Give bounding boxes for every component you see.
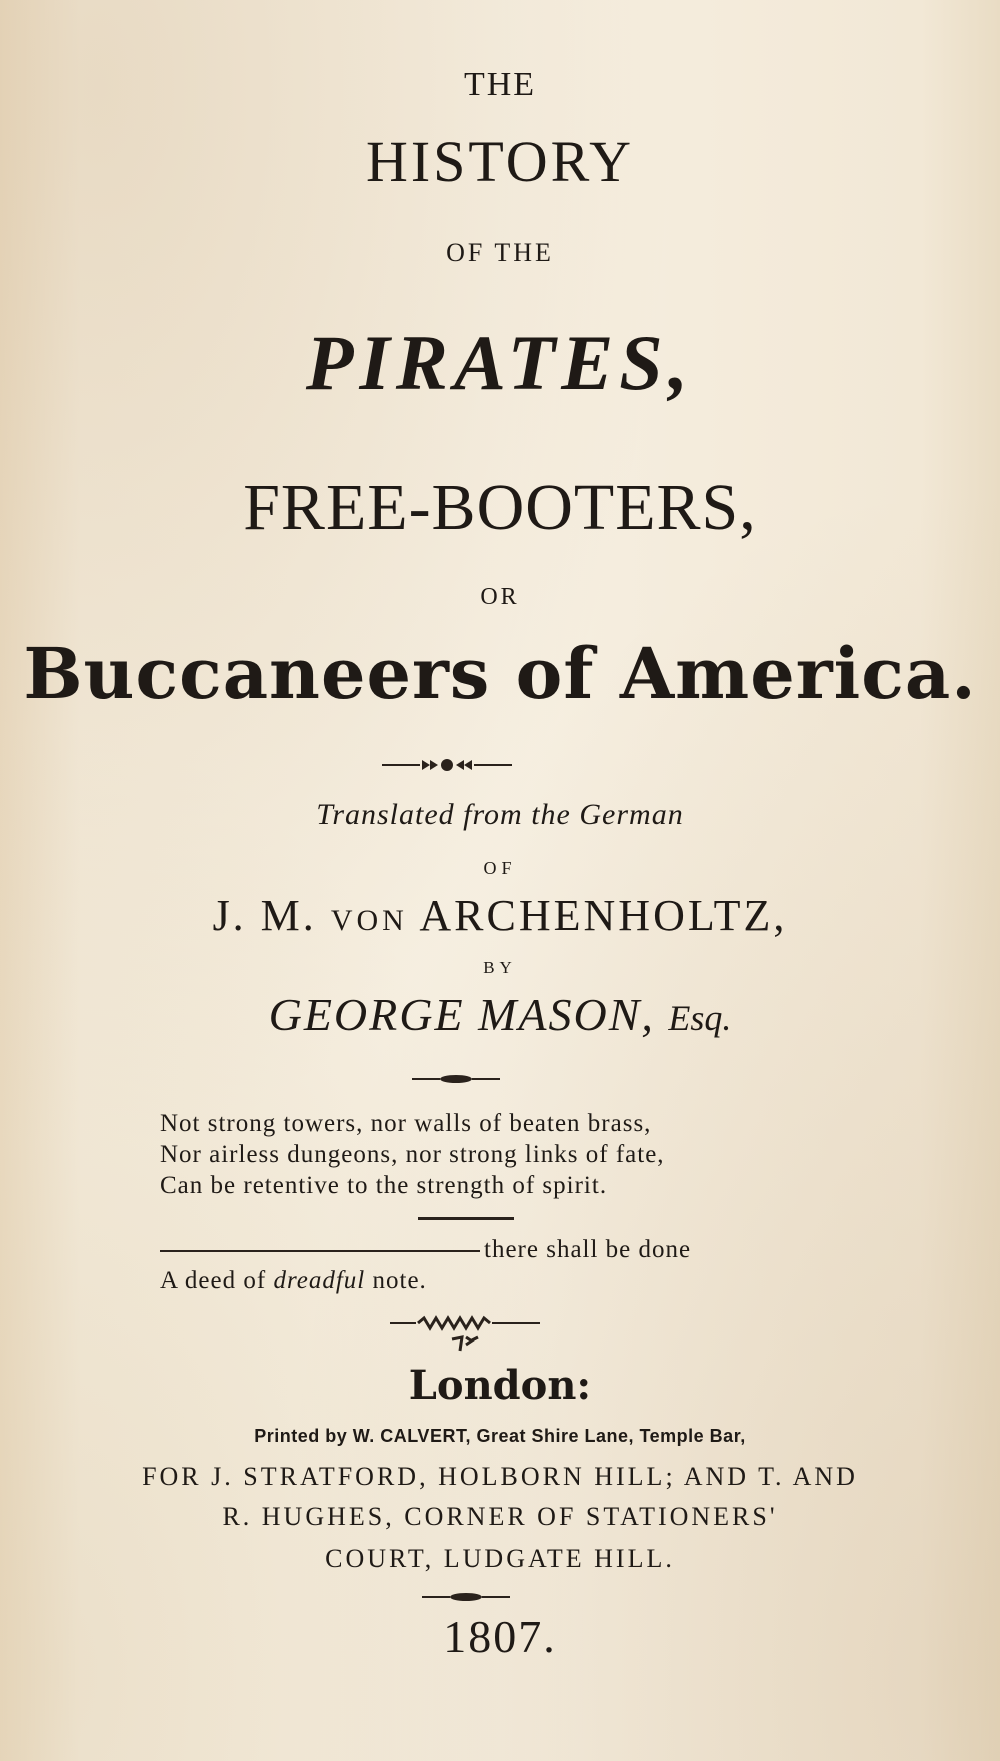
epigraph-line: Nor airless dungeons, nor strong links of fate, — [160, 1141, 665, 1168]
ornamental-rule-icon — [380, 756, 530, 774]
epigraph-line-text: there shall be done — [484, 1236, 692, 1263]
epigraph-divider — [418, 1217, 514, 1220]
title-free-booters: FREE-BOOTERS, — [243, 471, 757, 544]
translator-line — [0, 988, 1000, 1041]
author-von: VON — [330, 904, 408, 937]
translator-title: Esq. — [668, 998, 732, 1038]
imprint-line: FOR J. STRATFORD, HOLBORN HILL; AND T. AND — [142, 1462, 858, 1491]
epigraph-line — [160, 1265, 880, 1296]
title-history: HISTORY — [365, 129, 635, 194]
epigraph-line: Not strong towers, nor walls of beaten brass, — [160, 1110, 652, 1137]
epigraph-line — [160, 1234, 880, 1265]
imprint-place: London: — [408, 1362, 592, 1409]
epigraph-line-text: note. — [372, 1267, 427, 1294]
author-initials: J. M. — [212, 891, 317, 940]
publication-year: 1807. — [443, 1611, 557, 1662]
translator-name: GEORGE MASON, — [268, 989, 655, 1040]
by-line: BY — [483, 958, 517, 977]
ornamental-rule-icon — [420, 1590, 512, 1604]
title-buccaneers: Buccaneers of America. — [23, 632, 977, 715]
ornamental-rule-icon — [388, 1315, 548, 1355]
epigraph-emphasis: dreadful — [273, 1267, 366, 1294]
author-line — [0, 890, 1000, 941]
of-line: OF — [483, 858, 517, 878]
title-pirates: PIRATES, — [305, 319, 695, 406]
ornamental-rule-icon — [410, 1072, 502, 1086]
translated-from-line: Translated from the German — [316, 798, 684, 831]
epigraph-line-text: A deed of — [160, 1267, 267, 1294]
imprint-line: R. HUGHES, CORNER OF STATIONERS' — [222, 1502, 778, 1531]
epigraph-line: Can be retentive to the strength of spirit. — [160, 1172, 608, 1199]
epigraph-stanza — [160, 1108, 880, 1201]
title-of-the: OF THE — [446, 238, 554, 267]
leading-dash — [160, 1250, 480, 1252]
epigraph-second-stanza — [160, 1234, 880, 1296]
title-or: OR — [480, 584, 520, 610]
imprint-line: COURT, LUDGATE HILL. — [325, 1544, 675, 1573]
title-the: THE — [463, 66, 537, 103]
author-surname: ARCHENHOLTZ, — [419, 891, 788, 940]
printer-line: Printed by W. CALVERT, Great Shire Lane, Temple Bar, — [254, 1426, 746, 1446]
